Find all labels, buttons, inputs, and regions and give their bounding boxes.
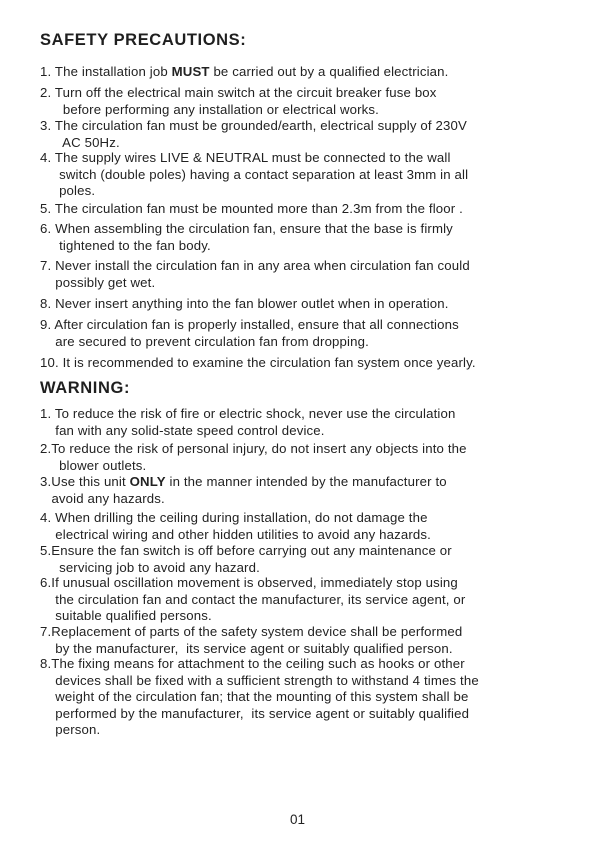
warning-heading: WARNING: bbox=[40, 379, 131, 397]
safety-item-1: 1. The installation job MUST be carried out by a qualified electrician. bbox=[40, 64, 449, 79]
safety-item-10: 10. It is recommended to examine the circulation fan system once yearly. bbox=[40, 355, 476, 370]
safety-item-6: 6. When assembling the circulation fan, ensure that the base is firmly tightened to the fan body. bbox=[40, 221, 453, 253]
safety-item-4: 4. The supply wires LIVE & NEUTRAL must be connected to the wall switch (double poles) having a contact separation at least 3mm in all poles. bbox=[40, 150, 469, 198]
safety-item-8: 8. Never insert anything into the fan blower outlet when in operation. bbox=[40, 296, 449, 311]
safety-item-2: 2. Turn off the electrical main switch at the circuit breaker fuse box before performing any installation or electrical works. bbox=[40, 85, 437, 117]
safety-item-9: 9. After circulation fan is properly installed, ensure that all connections are secured to prevent circulation fan from dropping. bbox=[40, 317, 459, 349]
safety-item-5: 5. The circulation fan must be mounted more than 2.3m from the floor . bbox=[40, 201, 463, 216]
safety-item-7: 7. Never install the circulation fan in any area when circulation fan could possibly get wet. bbox=[40, 258, 470, 290]
warning-item-5: 5.Ensure the fan switch is off before carrying out any maintenance or servicing job to avoid any hazard. bbox=[40, 543, 452, 575]
emphasis-only: ONLY bbox=[129, 474, 166, 489]
warning-item-2: 2.To reduce the risk of personal injury, do not insert any objects into the blower outlets. bbox=[40, 441, 467, 473]
warning-item-4: 4. When drilling the ceiling during installation, do not damage the electrical wiring and other hidden utilities to avoid any hazards. bbox=[40, 510, 431, 542]
warning-item-6: 6.If unusual oscillation movement is observed, immediately stop using the circulation fan and contact the manufacturer, its service agent, or suitable qualified persons. bbox=[40, 575, 466, 623]
warning-item-8: 8.The fixing means for attachment to the ceiling such as hooks or other devices shall be fixed with a sufficient strength to withstand 4 times the weight of the circulation fan; that the mounting of this system shall be performed by the manufacturer, its service agent or suitably qualified person. bbox=[40, 656, 479, 737]
safety-precautions-heading: SAFETY PRECAUTIONS: bbox=[40, 31, 247, 49]
page-number: 01 bbox=[289, 812, 306, 827]
warning-item-7: 7.Replacement of parts of the safety system device shall be performed by the manufacturer, its service agent or suitably qualified person. bbox=[40, 624, 463, 656]
safety-item-3: 3. The circulation fan must be grounded/earth, electrical supply of 230V AC 50Hz. bbox=[40, 118, 467, 150]
warning-item-3: 3.Use this unit ONLY in the manner intended by the manufacturer to avoid any hazards. bbox=[40, 474, 447, 506]
emphasis-must: MUST bbox=[171, 64, 210, 79]
warning-item-1: 1. To reduce the risk of fire or electric shock, never use the circulation fan with any solid-state speed control device. bbox=[40, 406, 456, 438]
